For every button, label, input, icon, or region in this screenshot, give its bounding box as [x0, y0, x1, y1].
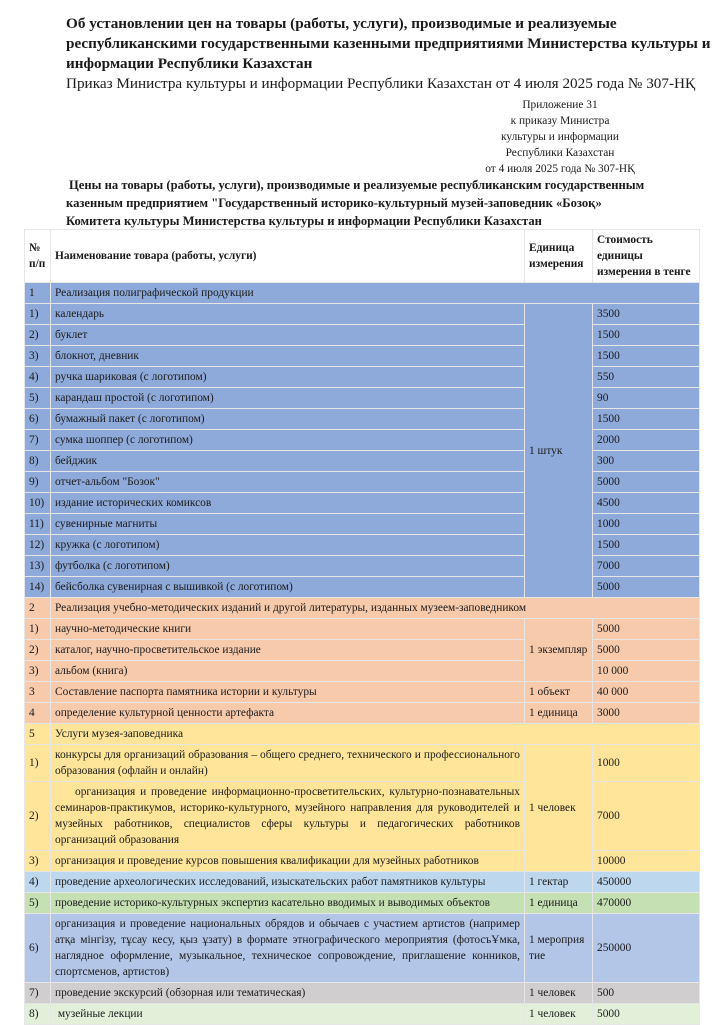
row-price: 300	[593, 451, 700, 472]
row-price: 3000	[593, 703, 700, 724]
table-row	[25, 745, 700, 782]
section-label: Реализация полиграфической продукции	[51, 283, 700, 304]
row-name: блокнот, дневник	[51, 346, 525, 367]
row-num: 4	[25, 703, 51, 724]
section-num: 2	[25, 598, 51, 619]
table-row	[25, 682, 700, 703]
row-name: отчет-альбом "Бозок"	[51, 472, 525, 493]
row-price: 5000	[593, 619, 700, 640]
row-name: определение культурной ценности артефакта	[51, 703, 525, 724]
row-name: проведение археологических исследований, изыскательских работ памятников культуры	[51, 872, 525, 893]
row-price: 450000	[593, 872, 700, 893]
row-price: 40 000	[593, 682, 700, 703]
row-num: 8)	[25, 1004, 51, 1025]
table-row	[25, 493, 700, 514]
annex-line: к приказу Министра	[510, 115, 610, 127]
table-row	[25, 661, 700, 682]
row-num: 2)	[25, 325, 51, 346]
annex-line: Приложение 31	[522, 99, 598, 111]
table-row	[25, 325, 700, 346]
table-row	[25, 782, 700, 851]
row-num: 1)	[25, 304, 51, 325]
row-num: 1)	[25, 745, 51, 782]
row-price: 470000	[593, 893, 700, 914]
col-unit-header: Единица измерения	[525, 230, 593, 283]
row-name: организация и проведение курсов повышения квалификации для музейных работников	[51, 851, 525, 872]
table-row	[25, 914, 700, 983]
table-row	[25, 851, 700, 872]
row-num: 12)	[25, 535, 51, 556]
row-unit: 1 единица	[525, 703, 593, 724]
row-name: ручка шариковая (с логотипом)	[51, 367, 525, 388]
row-price: 7000	[593, 782, 700, 851]
row-price: 10 000	[593, 661, 700, 682]
row-num: 5)	[25, 893, 51, 914]
row-price: 1500	[593, 409, 700, 430]
section-row	[25, 283, 700, 304]
section-num: 5	[25, 724, 51, 745]
row-name: календарь	[51, 304, 525, 325]
row-unit: 1 человек	[525, 745, 593, 872]
row-name: футболка (с логотипом)	[51, 556, 525, 577]
row-num: 7)	[25, 983, 51, 1004]
row-num: 8)	[25, 451, 51, 472]
row-name: организация и проведение информационно-просветительских, культурно-познавательных семинаров-практикумов, историко-культурного, музейного направления для руководителей и музейных работников, специалистов сферы культуры и педагогических работников организаций образования	[51, 782, 525, 851]
row-unit: 1 человек	[525, 1004, 593, 1025]
table-row	[25, 472, 700, 493]
row-unit: 1 экземпляр	[525, 619, 593, 682]
row-num: 3)	[25, 851, 51, 872]
section-row	[25, 724, 700, 745]
row-name: кружка (с логотипом)	[51, 535, 525, 556]
row-unit: 1 штук	[525, 304, 593, 598]
annex-line: Республики Казахстан	[505, 147, 615, 159]
section-num: 1	[25, 283, 51, 304]
row-price: 1500	[593, 346, 700, 367]
row-name: сумка шоппер (с логотипом)	[51, 430, 525, 451]
row-price: 1500	[593, 535, 700, 556]
row-num: 6)	[25, 409, 51, 430]
row-price: 10000	[593, 851, 700, 872]
row-unit: 1 человек	[525, 983, 593, 1004]
row-num: 2)	[25, 640, 51, 661]
row-num: 7)	[25, 430, 51, 451]
row-name: бейджик	[51, 451, 525, 472]
row-name: научно-методические книги	[51, 619, 525, 640]
document-title: Об установлении цен на товары (работы, услуги), производимые и реализуемые республиканскими государственными казенными предприятиями Министерства культуры и информации Республики Казахстан	[66, 15, 711, 72]
section-label: Реализация учебно-методических изданий и другой литературы, изданных музеем-заповедником	[51, 598, 700, 619]
table-row	[25, 703, 700, 724]
row-price: 2000	[593, 430, 700, 451]
row-name: бумажный пакет (с логотипом)	[51, 409, 525, 430]
table-row	[25, 619, 700, 640]
row-name: проведение экскурсий (обзорная или тематическая)	[51, 983, 525, 1004]
row-name: буклет	[51, 325, 525, 346]
row-num: 3	[25, 682, 51, 703]
row-unit: 1 объект	[525, 682, 593, 703]
table-row	[25, 983, 700, 1004]
row-name: сувенирные магниты	[51, 514, 525, 535]
row-num: 3)	[25, 661, 51, 682]
row-num: 14)	[25, 577, 51, 598]
row-name: карандаш простой (с логотипом)	[51, 388, 525, 409]
row-name: бейсболка сувенирная с вышивкой (с логотипом)	[51, 577, 525, 598]
row-price: 5000	[593, 577, 700, 598]
row-num: 10)	[25, 493, 51, 514]
table-header-row	[25, 230, 700, 283]
table-row	[25, 451, 700, 472]
row-name: издание исторических комиксов	[51, 493, 525, 514]
row-num: 13)	[25, 556, 51, 577]
table-row	[25, 346, 700, 367]
col-num-header: № п/п	[25, 230, 51, 283]
table-row	[25, 430, 700, 451]
table-row	[25, 893, 700, 914]
table-title-line: казенным предприятием "Государственный историко-культурный музей-заповедник «Бозоқ»	[66, 196, 602, 210]
table-row	[25, 535, 700, 556]
row-price: 5000	[593, 1004, 700, 1025]
table-row	[25, 304, 700, 325]
row-price: 7000	[593, 556, 700, 577]
order-reference: Приказ Министра культуры и информации Республики Казахстан от 4 июля 2025 года № 307-НҚ	[66, 75, 696, 92]
row-num: 9)	[25, 472, 51, 493]
table-row	[25, 388, 700, 409]
row-price: 4500	[593, 493, 700, 514]
row-price: 3500	[593, 304, 700, 325]
section-row	[25, 598, 700, 619]
row-name: организация и проведение национальных обрядов и обычаев с участием артистов (например атқа мінгізу, тұсау кесу, қыз ұзату) в формате этнографического мероприятия (фотосъҰмка, наглядное оформление, музыкальное, техническое сопровождение, приглашение конников, спортсменов, артистов)	[51, 914, 525, 983]
row-unit: 1 мероприятие	[525, 914, 593, 983]
table-row	[25, 640, 700, 661]
table-row	[25, 514, 700, 535]
col-name-header: Наименование товара (работы, услуги)	[51, 230, 525, 283]
row-price: 500	[593, 983, 700, 1004]
table-title-line: Комитета культуры Министерства культуры и информации Республики Казахстан	[66, 214, 542, 228]
row-num: 1)	[25, 619, 51, 640]
row-price: 90	[593, 388, 700, 409]
row-price: 1500	[593, 325, 700, 346]
table-row	[25, 872, 700, 893]
row-num: 4)	[25, 367, 51, 388]
table-row	[25, 409, 700, 430]
row-name: Составление паспорта памятника истории и культуры	[51, 682, 525, 703]
row-price: 1000	[593, 745, 700, 782]
table-row	[25, 367, 700, 388]
annex-block	[440, 97, 680, 177]
table-row	[25, 1004, 700, 1025]
row-name: проведение историко-культурных экспертиз касательно вводимых и выводимых объектов	[51, 893, 525, 914]
annex-line: от 4 июля 2025 года № 307-НҚ	[485, 163, 635, 175]
row-unit: 1 гектар	[525, 872, 593, 893]
table-title	[66, 176, 706, 230]
table-row	[25, 577, 700, 598]
row-price: 1000	[593, 514, 700, 535]
row-num: 4)	[25, 872, 51, 893]
price-table	[24, 229, 700, 1025]
row-name: альбом (книга)	[51, 661, 525, 682]
row-num: 2)	[25, 782, 51, 851]
table-title-line: Цены на товары (работы, услуги), производимые и реализуемые республиканским государственным	[69, 178, 645, 192]
row-num: 5)	[25, 388, 51, 409]
col-price-header: Стоимость единицы измерения в тенге	[593, 230, 700, 283]
row-unit: 1 единица	[525, 893, 593, 914]
annex-line: культуры и информации	[501, 131, 619, 143]
row-price: 550	[593, 367, 700, 388]
row-name: конкурсы для организаций образования – общего среднего, технического и профессионального образования (офлайн и онлайн)	[51, 745, 525, 782]
section-label: Услуги музея-заповедника	[51, 724, 700, 745]
row-price: 250000	[593, 914, 700, 983]
row-price: 5000	[593, 640, 700, 661]
row-num: 3)	[25, 346, 51, 367]
table-row	[25, 556, 700, 577]
row-num: 11)	[25, 514, 51, 535]
row-price: 5000	[593, 472, 700, 493]
row-name: каталог, научно-просветительское издание	[51, 640, 525, 661]
row-num: 6)	[25, 914, 51, 983]
row-name: музейные лекции	[51, 1004, 525, 1025]
